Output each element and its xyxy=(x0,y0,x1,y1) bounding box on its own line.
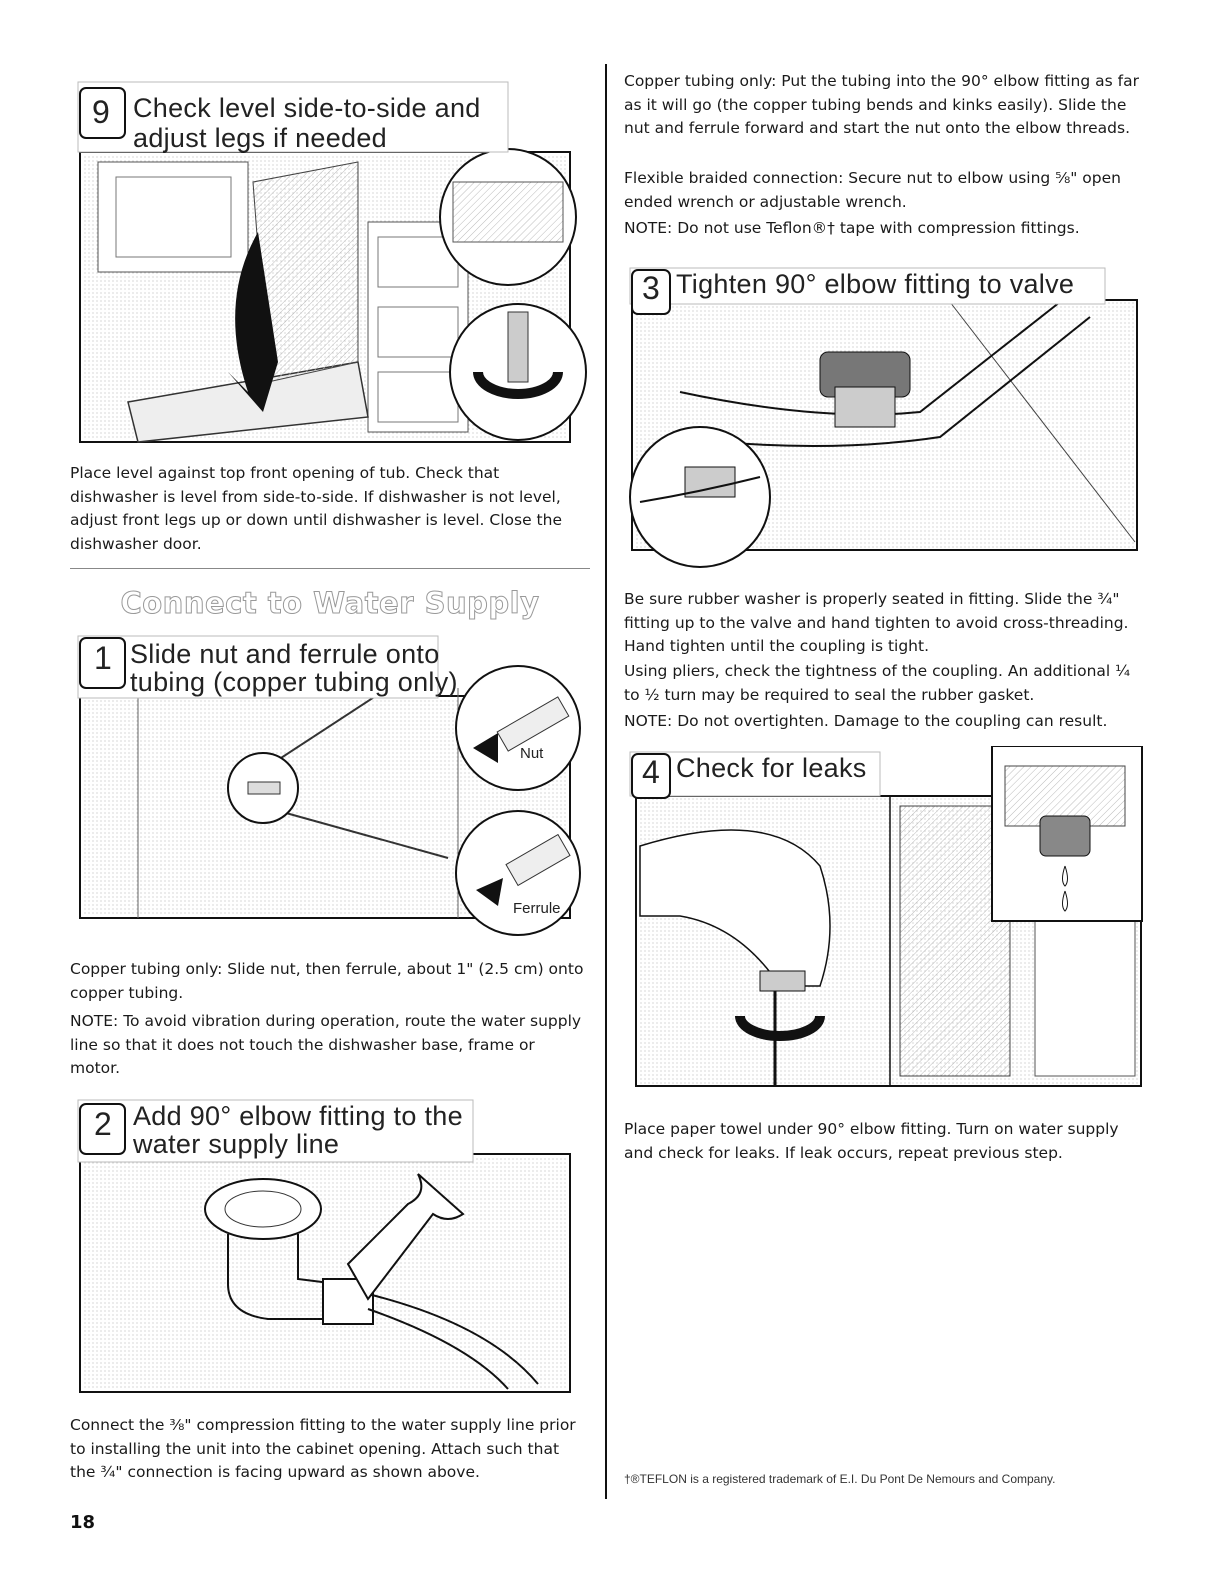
step3-note-text: Do not overtighten. Damage to the coupling can result. xyxy=(677,712,1108,730)
section-divider xyxy=(70,568,590,569)
step1-note-text: To avoid vibration during operation, route the water supply line so that it does not touch the dishwasher base, frame or motor. xyxy=(70,1012,582,1077)
step3-number: 3 xyxy=(642,270,660,306)
step3-title: Tighten 90° elbow fitting to valve xyxy=(676,269,1075,299)
step3-figure xyxy=(620,262,1145,582)
step9-figure xyxy=(68,72,593,447)
step1-title-line2: tubing (copper tubing only) xyxy=(130,667,458,697)
step1-text: Copper tubing only: Slide nut, then ferrule, about 1" (2.5 cm) onto copper tubing. xyxy=(70,960,584,1002)
step2-number: 2 xyxy=(94,1106,112,1142)
step1-note xyxy=(70,1010,585,1081)
step9-number: 9 xyxy=(92,94,110,130)
ferrule-label: Ferrule xyxy=(513,900,561,917)
nut-label: Nut xyxy=(520,745,544,762)
step2-title-line2: water supply line xyxy=(133,1129,340,1159)
step9-text: Place level against top front opening of tub. Check that dishwasher is level from side-to-side. If dishwasher is not level, adjust front legs up or down until dishwasher is level. Close the dishwasher door. xyxy=(70,464,562,553)
right-intro-note-label: NOTE: xyxy=(624,219,673,237)
step3-p2: Using pliers, check the tightness of the coupling. An additional ¼ to ½ turn may be required to seal the rubber gasket. xyxy=(624,662,1131,704)
step2-figure xyxy=(68,1094,593,1399)
step4-text: Place paper towel under 90° elbow fitting. Turn on water supply and check for leaks. If leak occurs, repeat previous step. xyxy=(624,1120,1119,1162)
column-divider xyxy=(605,64,607,1499)
step4-figure xyxy=(620,746,1145,1096)
footnote: †®TEFLON is a registered trademark of E.I. Du Pont De Nemours and Company. xyxy=(624,1472,1056,1486)
step4-number: 4 xyxy=(642,754,660,790)
step3-note xyxy=(624,710,1144,734)
step9-title-line1: Check level side-to-side and xyxy=(133,93,481,123)
right-intro-note xyxy=(624,217,1144,241)
step9-title-line2: adjust legs if needed xyxy=(133,123,387,153)
step2-title-line1: Add 90° elbow fitting to the xyxy=(133,1101,463,1131)
right-intro-p1: Copper tubing only: Put the tubing into the 90° elbow fitting as far as it will go (the copper tubing bends and kinks easily). Slide the nut and ferrule forward and start the nut onto the elbow threads. xyxy=(624,72,1139,137)
step4-title: Check for leaks xyxy=(676,753,867,783)
step1-note-label: NOTE: xyxy=(70,1012,119,1030)
right-intro-p2: Flexible braided connection: Secure nut to elbow using ⅝" open ended wrench or adjustable wrench. xyxy=(624,169,1121,211)
step3-p1: Be sure rubber washer is properly seated in fitting. Slide the ¾" fitting up to the valve and hand tighten to avoid cross-threading. Hand tighten until the coupling is tight. xyxy=(624,590,1129,655)
page-number: 18 xyxy=(70,1512,96,1533)
step1-title-line1: Slide nut and ferrule onto xyxy=(130,639,440,669)
step1-figure xyxy=(68,628,593,943)
right-intro-note-text: Do not use Teflon®† tape with compression fittings. xyxy=(677,219,1080,237)
section-title: Connect to Water Supply xyxy=(120,586,540,620)
step2-text: Connect the ⅜" compression fitting to the water supply line prior to installing the unit into the cabinet opening. Attach such that the ¾" connection is facing upward as shown above. xyxy=(70,1416,576,1481)
step1-number: 1 xyxy=(94,640,112,676)
step3-note-label: NOTE: xyxy=(624,712,673,730)
